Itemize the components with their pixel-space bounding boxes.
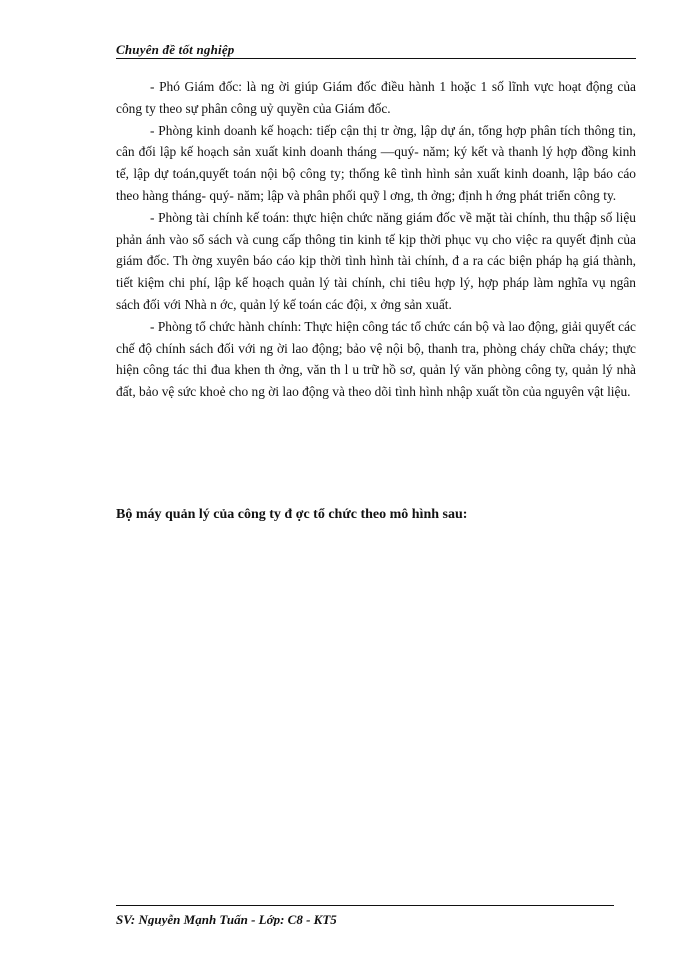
body-text xyxy=(116,76,636,403)
header-title: Chuyên đề tốt nghiệp xyxy=(116,42,235,57)
footer-text: SV: Nguyễn Mạnh Tuấn - Lớp: C8 - KT5 xyxy=(116,912,337,926)
paragraph-deputy-director: - Phó Giám đốc: là ng ời giúp Giám đốc điều hành 1 hoặc 1 số lĩnh vực hoạt động của công ty theo sự phân công uỷ quyền của Giám đốc. xyxy=(116,79,636,116)
footer-rule xyxy=(116,905,614,906)
paragraph-admin-organization: - Phòng tổ chức hành chính: Thực hiện công tác tổ chức cán bộ và lao động, giải quyết các chế độ chính sách đối với ng ời lao động; bảo vệ nội bộ, thanh tra, phòng cháy chữa cháy; thực hiện công tác thi đua khen th ởng, văn th l u trữ hồ sơ, quản lý văn phòng công ty, quản lý nhà đất, bảo vệ sức khoẻ cho ng ời lao động và theo dõi tình hình nhập xuất tồn của nguyên vật liệu. xyxy=(116,318,636,400)
section-heading: Bộ máy quản lý của công ty đ ợc tổ chức theo mô hình sau: xyxy=(116,507,468,522)
header-rule xyxy=(116,58,636,59)
paragraph-business-planning: - Phòng kinh doanh kế hoạch: tiếp cận thị tr ờng, lập dự án, tổng hợp phân tích thông tin, cân đối lập kế hoạch sản xuất kinh doanh tháng —quý- năm; ký kết và thanh lý hợp đồng kinh tế, lập dự toán,quyết toán nội bộ công ty; thống kê tình hình sản xuất kinh doanh, lập báo cáo theo hàng tháng- quý- năm; lập và phân phối quỹ l ơng, th ởng; định h ớng phát triển công ty. xyxy=(116,122,636,203)
paragraph-finance-accounting: - Phòng tài chính kế toán: thực hiện chức năng giám đốc về mặt tài chính, thu thập số liệu phản ánh vào sổ sách và cung cấp thông tin kinh tế kịp thời phục vụ cho việc ra quyết định của giám đốc. Th ờng xuyên báo cáo kịp thời tình hình tài chính, đ a ra các biện pháp hạ giá thành, tiết kiệm chi phí, lập kế hoạch quản lý tài chính, chi tiêu hợp lý, hợp pháp làm nghĩa vụ ngân sách đối với Nhà n ớc, quản lý kế toán các đội, x ởng sản xuất. xyxy=(116,209,636,312)
